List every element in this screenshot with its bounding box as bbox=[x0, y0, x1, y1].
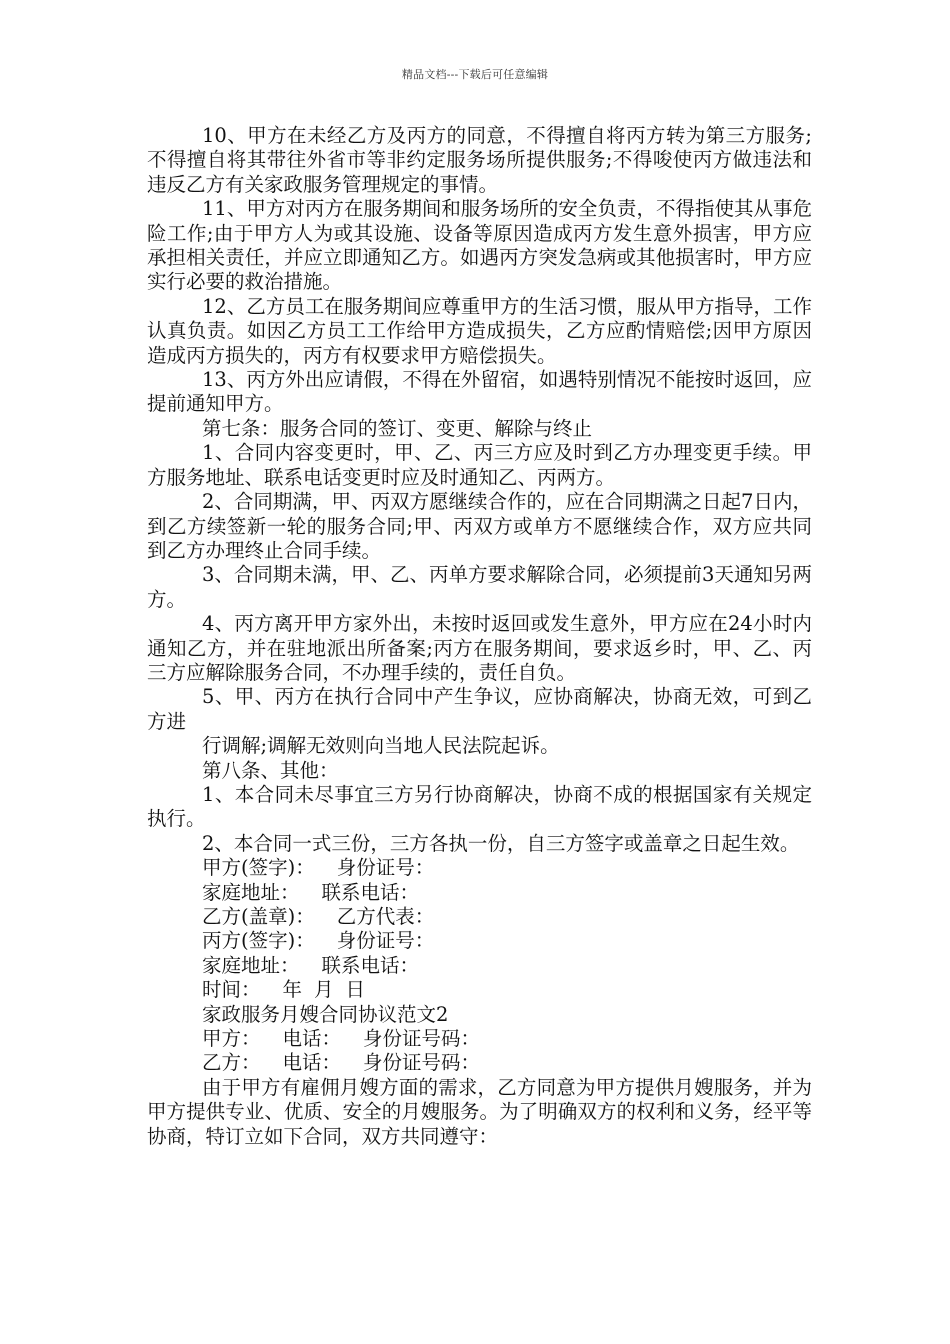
date-year: 年 bbox=[282, 978, 303, 1002]
section-2-title: 家政服务月嫂合同协议范文2 bbox=[202, 1002, 449, 1026]
field-label: 身份证号： bbox=[336, 856, 435, 880]
field-label: 联系电话： bbox=[321, 880, 420, 904]
clause-13: 13、丙方外出应请假，不得在外留宿，如遇特别情况不能按时返回，应提前通知甲方。 bbox=[147, 368, 812, 416]
field-label: 甲方： bbox=[202, 1027, 261, 1051]
field-label: 家庭地址： bbox=[202, 953, 300, 977]
field-label: 电话： bbox=[282, 1027, 342, 1051]
article-7-item-5: 5、甲、丙方在执行合同中产生争议，应协商解决，协商无效，可到乙方进 bbox=[147, 685, 812, 733]
field-label: 乙方(盖章)： bbox=[202, 905, 315, 928]
signature-line-party-b bbox=[147, 905, 812, 929]
article-7-heading: 第七条：服务合同的签订、变更、解除与终止 bbox=[202, 416, 593, 440]
date-day: 日 bbox=[345, 978, 366, 1002]
clause-11: 11、甲方对丙方在服务期间和服务场所的安全负责，不得指使其从事危险工作;由于甲方人为或其设施、设备等原因造成丙方发生意外损害，甲方应承担相关责任，并应立即通知乙方。如遇丙方突发急病或其他损害时，甲方应实行必要的救治措施。 bbox=[147, 197, 812, 294]
field-label: 乙方代表： bbox=[336, 905, 435, 928]
field-label: 身份证号码： bbox=[363, 1027, 481, 1051]
clause-10: 10、甲方在未经乙方及丙方的同意，不得擅自将丙方转为第三方服务;不得擅自将其带往外省市等非约定服务场所提供服务;不得唆使丙方做违法和违反乙方有关家政服务管理规定的事情。 bbox=[147, 124, 812, 196]
section-2-intro: 由于甲方有雇佣月嫂方面的需求，乙方同意为甲方提供月嫂服务，并为甲方提供专业、优质、安全的月嫂服务。为了明确双方的权利和义务，经平等协商，特订立如下合同，双方共同遵守： bbox=[147, 1075, 812, 1148]
article-8-heading: 第八条、其他： bbox=[202, 758, 339, 782]
article-7-item-1: 1、合同内容变更时，甲、乙、丙三方应及时到乙方办理变更手续。甲方服务地址、联系电话变更时应及时通知乙、丙两方。 bbox=[147, 441, 812, 489]
signature-line-party-c bbox=[147, 929, 812, 953]
article-7-item-2: 2、合同期满，甲、丙双方愿继续合作的，应在合同期满之日起7日内，到乙方续签新一轮的服务合同;甲、丙双方或单方不愿继续合作，双方应共同到乙方办理终止合同手续。 bbox=[147, 490, 812, 562]
article-7-item-4: 4、丙方离开甲方家外出，未按时返回或发生意外，甲方应在24小时内通知乙方，并在驻地派出所备案;丙方在服务期间，要求返乡时，甲、乙、丙三方应解除服务合同，不办理手续的，责任自负。 bbox=[147, 612, 812, 684]
field-label: 电话： bbox=[282, 1051, 342, 1075]
field-label: 丙方(签字)： bbox=[202, 929, 315, 953]
date-month: 月 bbox=[314, 978, 334, 1002]
field-label: 乙方： bbox=[202, 1051, 261, 1075]
section-2-party-a-line bbox=[147, 1027, 812, 1051]
signature-line-party-c-address bbox=[147, 954, 812, 978]
field-label: 联系电话： bbox=[321, 953, 420, 977]
field-label: 身份证号码： bbox=[363, 1051, 481, 1075]
page-header: 精品文档---下载后可任意编辑 bbox=[401, 68, 549, 81]
article-7-item-5-cont: 行调解;调解无效则向当地人民法院起诉。 bbox=[202, 734, 560, 758]
signature-line-date bbox=[147, 978, 812, 1002]
document-body bbox=[147, 124, 812, 1149]
field-label: 甲方(签字)： bbox=[202, 856, 315, 880]
field-label: 身份证号： bbox=[336, 929, 435, 953]
field-label: 时间： bbox=[202, 978, 261, 1002]
signature-line-party-a bbox=[147, 856, 812, 880]
signature-line-party-a-address bbox=[147, 881, 812, 905]
clause-12: 12、乙方员工在服务期间应尊重甲方的生活习惯，服从甲方指导，工作认真负责。如因乙方员工工作给甲方造成损失，乙方应酌情赔偿;因甲方原因造成丙方损失的，丙方有权要求甲方赔偿损失。 bbox=[147, 294, 812, 367]
article-8-item-1: 1、本合同未尽事宜三方另行协商解决，协商不成的根据国家有关规定执行。 bbox=[147, 782, 812, 831]
article-7-item-3: 3、合同期未满，甲、乙、丙单方要求解除合同，必须提前3天通知另两方。 bbox=[147, 563, 812, 611]
article-8-item-2: 2、本合同一式三份，三方各执一份，自三方签字或盖章之日起生效。 bbox=[202, 831, 800, 855]
field-label: 家庭地址： bbox=[202, 880, 300, 904]
section-2-party-b-line bbox=[147, 1051, 812, 1075]
